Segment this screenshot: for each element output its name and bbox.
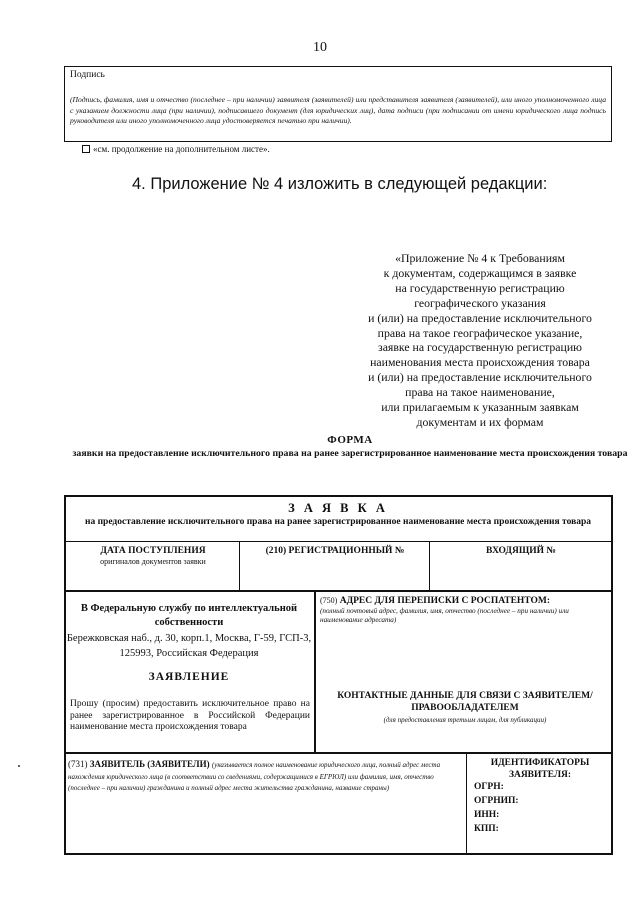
- table-border-top: [64, 495, 612, 497]
- table-border-bottom: [64, 853, 612, 855]
- table-border-right: [611, 495, 613, 855]
- correspondence-note: (полный почтовый адрес, фамилия, имя, отчество (последнее – при наличии) или наименование адресата): [320, 607, 569, 624]
- correspondence-address-title: [320, 596, 610, 606]
- appendix-line: и (или) на предоставление исключительного: [368, 310, 592, 325]
- col-divider: [314, 590, 316, 752]
- form-subtitle: заявки на предоставление исключительного права на ранее зарегистрированное наименование места происхождения товара: [72, 448, 628, 459]
- identifier-kpp[interactable]: КПП:: [474, 824, 499, 834]
- appendix-line: к документам, содержащимся в заявке: [383, 265, 577, 280]
- appendix-line: географического указания: [414, 295, 546, 310]
- applicant-note: (указывается полное наименование юридического лица, полный адрес места нахождения юридического лица (в соответствии со сведениями, содержащимися в ЕГРЮЛ) или фамилия, имя, отчество (последнее – при наличии) гражданина и полный адрес места жительства гражданина, название страны): [68, 761, 441, 792]
- row-divider: [64, 541, 612, 542]
- appendix-line: документам и их формам: [416, 414, 544, 429]
- correspondence-code: (750): [320, 596, 338, 605]
- signature-note: (Подпись, фамилия, имя и отчество (последнее – при наличии) заявителя (заявителей) или представителя заявителя (заявителей), или иного уполномоченного лица с указанием должности лица (при наличии), подписавшего документ (для юридических лиц), дата подписи (при подписании от имени юридического лица подпись руководителя или иного уполномоченного лица удостоверяется печатью при наличии).: [70, 95, 606, 125]
- incoming-number-field[interactable]: ВХОДЯЩИЙ №: [486, 546, 556, 556]
- appendix-block: [320, 251, 640, 430]
- appendix-line: на государственную регистрацию: [395, 280, 565, 295]
- appendix-line: «Приложение № 4 к Требованиям: [395, 251, 565, 265]
- identifier-ogrn[interactable]: ОГРН:: [474, 782, 504, 792]
- recipient-address: Бережковская наб., д. 30, корп.1, Москва, Г-59, ГСП-3, 125993, Российская Федерация: [66, 633, 312, 659]
- signature-title: Подпись: [70, 70, 105, 80]
- row-divider: [64, 752, 612, 754]
- appendix-line: или прилагаемым к указанным заявкам: [381, 400, 579, 415]
- receipt-date-subtitle: оригиналов документов заявки: [100, 557, 206, 566]
- checkbox-icon[interactable]: [82, 145, 90, 153]
- correspondence-label: АДРЕС ДЛЯ ПЕРЕПИСКИ С РОСПАТЕНТОМ:: [339, 596, 551, 606]
- form-title: ФОРМА: [327, 434, 373, 446]
- application-subtitle: на предоставление исключительного права на ранее зарегистрированное наименование места происхождения товара: [84, 517, 591, 527]
- identifiers-title: ИДЕНТИФИКАТОРЫ ЗАЯВИТЕЛЯ:: [490, 758, 590, 780]
- statement-title: ЗАЯВЛЕНИЕ: [148, 671, 230, 683]
- section-heading: 4. Приложение № 4 изложить в следующей редакции:: [132, 175, 548, 193]
- appendix-line: заявке на государственную регистрацию: [378, 340, 582, 355]
- identifier-ogrnip[interactable]: ОГРНИП:: [474, 796, 519, 806]
- contact-data-title: КОНТАКТНЫЕ ДАННЫЕ ДЛЯ СВЯЗИ С ЗАЯВИТЕЛЕМ/ПРАВООБЛАДАТЕЛЕМ: [337, 691, 593, 713]
- see-continuation: [82, 144, 270, 154]
- signature-box: [64, 66, 612, 142]
- registration-number-field[interactable]: (210) РЕГИСТРАЦИОННЫЙ №: [265, 546, 405, 556]
- applicant-code: (731): [68, 759, 88, 769]
- scan-speck: [18, 765, 20, 767]
- receipt-date-title: ДАТА ПОСТУПЛЕНИЯ: [100, 546, 206, 556]
- col-divider: [466, 752, 467, 854]
- row-divider: [64, 590, 612, 592]
- appendix-line: права на такое географическое указание,: [377, 325, 583, 340]
- appendix-line: и (или) на предоставление исключительного: [368, 370, 592, 385]
- appendix-line: наименования места происхождения товара: [370, 355, 590, 370]
- appendix-line: права на такое наименование,: [405, 385, 555, 400]
- applicant-field[interactable]: [68, 759, 464, 794]
- application-title: З А Я В К А: [288, 501, 388, 515]
- recipient-service: В Федеральную службу по интеллектуальной собственности: [80, 603, 298, 628]
- applicant-label: ЗАЯВИТЕЛЬ (ЗАЯВИТЕЛИ): [89, 759, 210, 769]
- col-divider: [429, 541, 430, 590]
- request-text: Прошу (просим) предоставить исключительное право на ранее зарегистрированное в Российской Федерации наименование места происхождения товара: [70, 699, 310, 733]
- identifier-inn[interactable]: ИНН:: [474, 810, 500, 820]
- col-divider: [239, 541, 240, 590]
- page-number: 10: [313, 40, 327, 55]
- contact-data-note: (для предоставления третьим лицам, для публикации): [383, 716, 547, 724]
- see-continuation-label: «см. продолжение на дополнительном листе».: [93, 144, 270, 154]
